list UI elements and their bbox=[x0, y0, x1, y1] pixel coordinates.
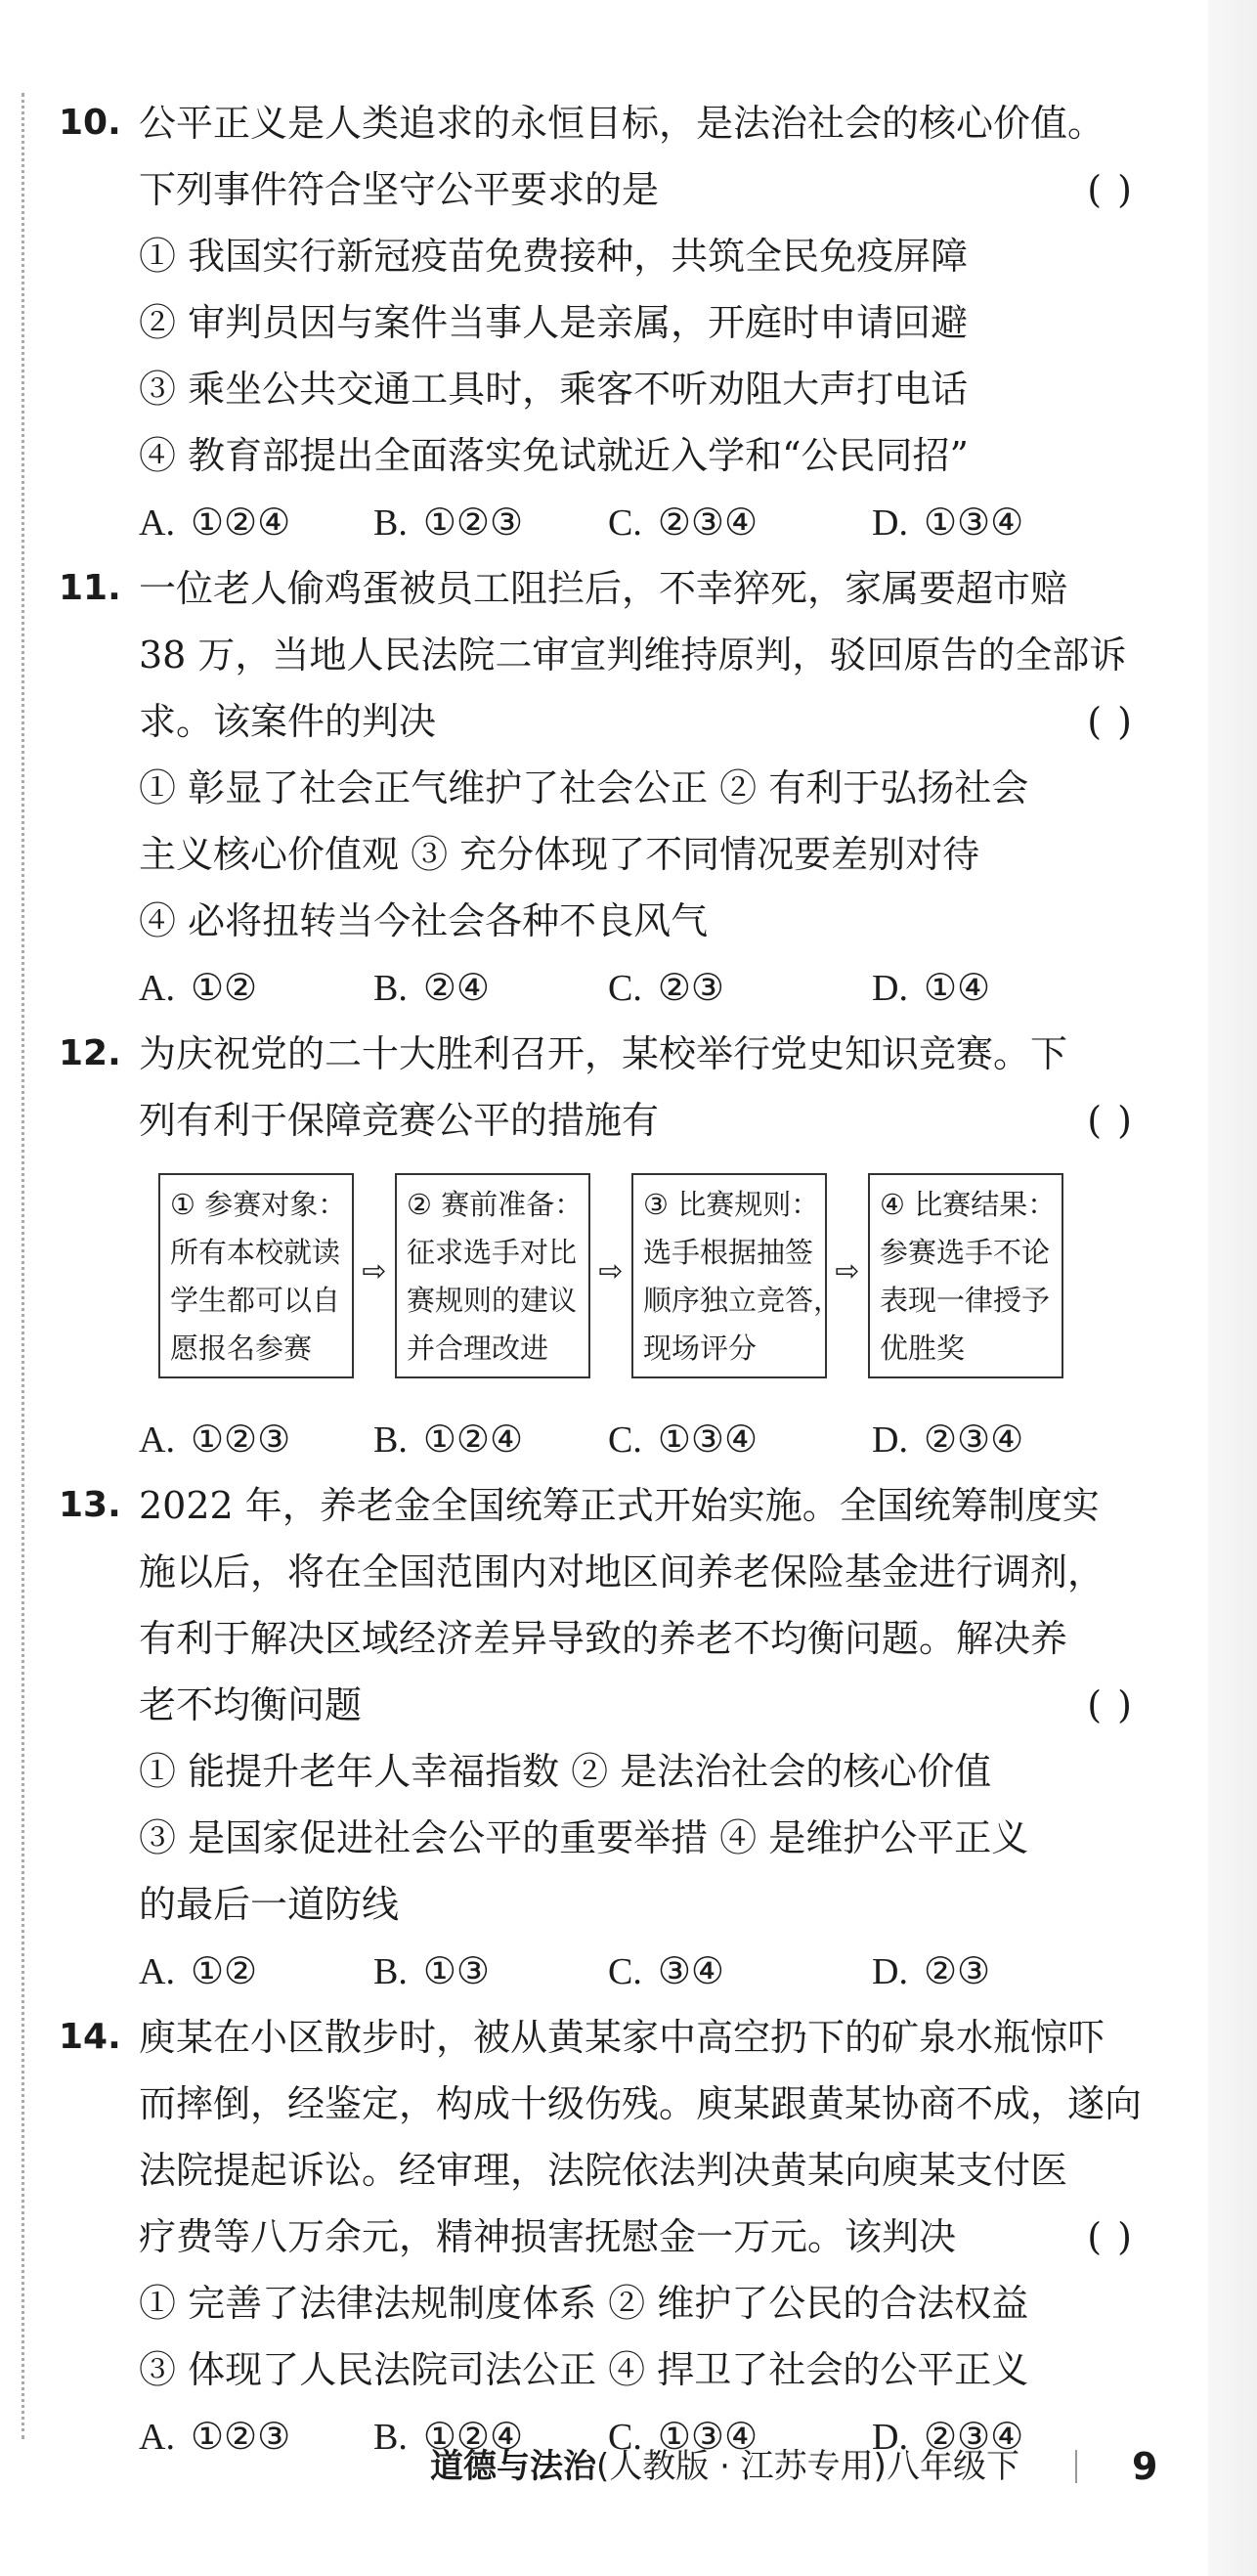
option-text: ①②③ bbox=[422, 501, 524, 544]
answer-option bbox=[373, 954, 490, 1022]
answer-option bbox=[139, 489, 290, 556]
statement-line bbox=[59, 2336, 1134, 2403]
statement-line bbox=[59, 755, 1134, 821]
option-text: ①③④ bbox=[923, 501, 1024, 544]
option-letter: B. bbox=[373, 2417, 408, 2458]
question-stem-line bbox=[59, 2137, 1134, 2204]
question-stem-line bbox=[59, 2071, 1143, 2137]
question-number: 13. bbox=[59, 1485, 121, 1525]
footer-book-title: 道德与法治 bbox=[430, 2447, 596, 2486]
statement-text: ④ 教育部提出全面落实免试就近入学和“公民同招” bbox=[139, 434, 969, 477]
question-list bbox=[59, 90, 1143, 2469]
question-stem-text: 庾某在小区散步时，被从黄某家中高空扔下的矿泉水瓶惊吓 bbox=[139, 2016, 1105, 2059]
answer-options-row bbox=[139, 489, 1134, 555]
answer-option bbox=[608, 954, 724, 1022]
statement-text: ① 完善了法律法规制度体系 ② 维护了公民的合法权益 bbox=[139, 2282, 1029, 2325]
statement-line bbox=[59, 888, 1134, 954]
option-text: ①③④ bbox=[657, 2415, 759, 2458]
statement-line bbox=[59, 422, 1134, 489]
flow-arrow-icon: ⇨ bbox=[598, 1254, 624, 1288]
flow-step-line: ① 参赛对象： bbox=[170, 1188, 347, 1221]
flow-step-line: 征求选手对比 bbox=[407, 1236, 578, 1269]
footer-edition: (人教版 · 江苏专用)八年级下 bbox=[596, 2447, 1019, 2486]
option-letter: B. bbox=[373, 1419, 408, 1461]
statement-line bbox=[59, 356, 1134, 422]
answer-option bbox=[872, 954, 990, 1022]
flow-step-line: 顺序独立竞答， bbox=[643, 1284, 843, 1317]
option-letter: D. bbox=[872, 2417, 908, 2458]
flow-step-box bbox=[395, 1173, 590, 1378]
option-letter: C. bbox=[608, 1419, 642, 1461]
option-letter: C. bbox=[608, 968, 642, 1009]
flow-arrow-icon: ⇨ bbox=[835, 1254, 860, 1288]
option-letter: C. bbox=[608, 1951, 642, 1992]
question-stem-line bbox=[59, 1021, 1134, 1087]
answer-bracket: ( ) bbox=[1087, 168, 1134, 211]
option-text: ②③④ bbox=[657, 501, 759, 544]
answer-option bbox=[373, 1406, 523, 1473]
answer-option bbox=[872, 489, 1023, 556]
question-stem-line bbox=[59, 1087, 1134, 1154]
answer-options bbox=[59, 1406, 1134, 1472]
option-text: ①④ bbox=[923, 966, 991, 1009]
question-stem-line bbox=[59, 1539, 1134, 1605]
question-number: 12. bbox=[59, 1033, 121, 1073]
statement-text: ④ 必将扭转当今社会各种不良风气 bbox=[139, 899, 709, 942]
flow-step-line: 所有本校就读 bbox=[170, 1236, 341, 1269]
answer-option bbox=[872, 1938, 990, 2005]
option-letter: D. bbox=[872, 968, 908, 1009]
answer-options-row bbox=[139, 1406, 1134, 1472]
answer-option bbox=[608, 1938, 724, 2005]
question-stem-text: 法院提起诉讼。经审理，法院依法判决黄某向庾某支付医 bbox=[139, 2149, 1068, 2192]
option-letter: A. bbox=[139, 502, 175, 544]
answer-option bbox=[608, 489, 758, 556]
option-text: ②③ bbox=[657, 966, 724, 1009]
flow-step-line: 现场评分 bbox=[643, 1332, 758, 1365]
question-stem-line bbox=[59, 2004, 1134, 2071]
option-text: ①②③ bbox=[190, 1418, 291, 1461]
option-letter: A. bbox=[139, 1951, 175, 1992]
answer-option bbox=[139, 1406, 290, 1473]
question-14 bbox=[59, 2004, 1143, 2469]
statement-text: 主义核心价值观 ③ 充分体现了不同情况要差别对待 bbox=[139, 833, 980, 876]
answer-bracket: ( ) bbox=[1087, 2215, 1134, 2258]
question-11 bbox=[59, 555, 1134, 1021]
question-stem-line bbox=[59, 156, 1134, 223]
flow-diagram bbox=[59, 1161, 1134, 1396]
answer-bracket: ( ) bbox=[1087, 1683, 1134, 1726]
answer-options-row bbox=[139, 954, 1134, 1021]
statement-line bbox=[59, 821, 1134, 888]
flow-arrow-icon: ⇨ bbox=[362, 1254, 387, 1288]
question-stem-text: 求。该案件的判决 bbox=[139, 700, 437, 743]
flow-step-line: 赛规则的建议 bbox=[407, 1284, 578, 1317]
page-edge-shadow bbox=[1208, 0, 1257, 2576]
page-footer bbox=[430, 2432, 1192, 2501]
option-letter: C. bbox=[608, 502, 642, 544]
page-number: 9 bbox=[1132, 2445, 1158, 2488]
question-number: 11. bbox=[59, 568, 121, 608]
question-stem-text: 施以后，将在全国范围内对地区间养老保险基金进行调剂， bbox=[139, 1550, 1105, 1594]
question-stem-line bbox=[59, 1472, 1134, 1539]
flow-step-line: ③ 比赛规则： bbox=[643, 1188, 820, 1221]
flow-step-line: 优胜奖 bbox=[880, 1332, 966, 1365]
statement-text: ③ 是国家促进社会公平的重要举措 ④ 是维护公平正义 bbox=[139, 1816, 1029, 1859]
question-13 bbox=[59, 1472, 1134, 2004]
answer-options-row bbox=[139, 1938, 1134, 2004]
flow-step-box bbox=[631, 1173, 843, 1378]
option-letter: D. bbox=[872, 1951, 908, 1992]
question-stem-text: 公平正义是人类追求的永恒目标，是法治社会的核心价值。 bbox=[139, 102, 1105, 145]
answer-bracket: ( ) bbox=[1087, 700, 1134, 743]
statement-text: ① 能提升老年人幸福指数 ② 是法治社会的核心价值 bbox=[139, 1750, 992, 1793]
option-text: ①② bbox=[190, 966, 258, 1009]
option-letter: A. bbox=[139, 968, 175, 1009]
flow-step-line: 并合理改进 bbox=[407, 1332, 549, 1365]
answer-option bbox=[139, 2403, 290, 2470]
question-stem-text: 老不均衡问题 bbox=[139, 1683, 363, 1726]
question-12 bbox=[59, 1021, 1134, 1472]
option-text: ①②④ bbox=[422, 1418, 524, 1461]
question-stem-line bbox=[59, 90, 1134, 156]
question-stem-text: 一位老人偷鸡蛋被员工阻拦后，不幸猝死，家属要超市赔 bbox=[139, 567, 1068, 610]
flow-step-box bbox=[158, 1173, 354, 1378]
question-10 bbox=[59, 90, 1134, 555]
option-letter: B. bbox=[373, 1951, 408, 1992]
option-letter: D. bbox=[872, 1419, 908, 1461]
option-text: ①②④ bbox=[190, 501, 291, 544]
option-letter: A. bbox=[139, 2417, 175, 2458]
statement-text: ③ 乘坐公共交通工具时，乘客不听劝阻大声打电话 bbox=[139, 368, 969, 411]
statement-line bbox=[59, 1871, 1134, 1938]
option-text: ①③ bbox=[422, 1949, 490, 1992]
question-stem-text: 疗费等八万余元，精神损害抚慰金一万元。该判决 bbox=[139, 2215, 957, 2258]
answer-option bbox=[373, 489, 523, 556]
option-text: ②③④ bbox=[923, 1418, 1024, 1461]
option-letter: A. bbox=[139, 1419, 175, 1461]
question-number: 14. bbox=[59, 2017, 121, 2057]
option-text: ②③ bbox=[923, 1949, 991, 1992]
statement-text: ① 彰显了社会正气维护了社会公正 ② 有利于弘扬社会 bbox=[139, 766, 1029, 809]
option-letter: B. bbox=[373, 502, 408, 544]
statement-line bbox=[59, 289, 1134, 356]
question-stem-line bbox=[59, 1672, 1134, 1738]
answer-option bbox=[608, 1406, 758, 1473]
flow-step-line: 选手根据抽签 bbox=[643, 1236, 814, 1269]
question-stem-line bbox=[59, 2204, 1134, 2270]
option-text: ①③④ bbox=[657, 1418, 759, 1461]
question-stem-text: 列有利于保障竞赛公平的措施有 bbox=[139, 1099, 660, 1142]
option-letter: C. bbox=[608, 2417, 642, 2458]
question-stem-text: 38 万，当地人民法院二审宣判维持原判，驳回原告的全部诉 bbox=[139, 633, 1127, 677]
footer-divider bbox=[1075, 2450, 1077, 2483]
option-letter: D. bbox=[872, 502, 908, 544]
question-stem-text: 为庆祝党的二十大胜利召开，某校举行党史知识竞赛。下 bbox=[139, 1032, 1068, 1075]
flow-step-line: 参赛选手不论 bbox=[880, 1236, 1051, 1269]
answer-option bbox=[139, 1938, 257, 2005]
statement-line bbox=[59, 1805, 1134, 1871]
flow-step-line: 表现一律授予 bbox=[880, 1284, 1051, 1317]
question-stem-text: 下列事件符合坚守公平要求的是 bbox=[139, 168, 660, 211]
question-stem-line bbox=[59, 622, 1134, 688]
answer-option bbox=[373, 1938, 490, 2005]
question-stem-text: 有利于解决区域经济差异导致的养老不均衡问题。解决养 bbox=[139, 1617, 1068, 1660]
option-letter: B. bbox=[373, 968, 408, 1009]
question-stem-line bbox=[59, 1605, 1134, 1672]
question-stem-line bbox=[59, 555, 1134, 622]
statement-line bbox=[59, 1738, 1134, 1805]
question-stem-text: 2022 年，养老金全国统筹正式开始实施。全国统筹制度实 bbox=[139, 1484, 1100, 1527]
option-text: ③④ bbox=[657, 1949, 724, 1992]
answer-options bbox=[59, 1938, 1134, 2004]
answer-option bbox=[872, 1406, 1023, 1473]
flow-step-line: 愿报名参赛 bbox=[170, 1332, 313, 1365]
question-stem-line bbox=[59, 688, 1134, 755]
option-text: ②③④ bbox=[923, 2415, 1024, 2458]
flow-step-line: ② 赛前准备： bbox=[407, 1188, 584, 1221]
flow-step-line: ④ 比赛结果： bbox=[880, 1188, 1057, 1221]
statement-text: ② 审判员因与案件当事人是亲属，开庭时申请回避 bbox=[139, 301, 969, 344]
option-text: ①② bbox=[190, 1949, 258, 1992]
option-text: ①②④ bbox=[422, 2415, 524, 2458]
option-text: ①②③ bbox=[190, 2415, 291, 2458]
statement-text: ① 我国实行新冠疫苗免费接种，共筑全民免疫屏障 bbox=[139, 235, 969, 278]
option-text: ②④ bbox=[422, 966, 490, 1009]
flow-step-line: 学生都可以自 bbox=[170, 1284, 341, 1317]
answer-bracket: ( ) bbox=[1087, 1099, 1134, 1142]
question-number: 10. bbox=[59, 103, 121, 143]
binding-margin-rule bbox=[22, 93, 24, 2439]
answer-options bbox=[59, 489, 1134, 555]
statement-text: 的最后一道防线 bbox=[139, 1883, 400, 1926]
answer-option bbox=[139, 954, 257, 1022]
question-stem-text: 而摔倒，经鉴定，构成十级伤残。庾某跟黄某协商不成，遂向 bbox=[139, 2082, 1143, 2125]
answer-options bbox=[59, 954, 1134, 1021]
flow-step-box bbox=[868, 1173, 1063, 1378]
statement-text: ③ 体现了人民法院司法公正 ④ 捍卫了社会的公平正义 bbox=[139, 2348, 1029, 2391]
statement-line bbox=[59, 223, 1134, 289]
statement-line bbox=[59, 2270, 1134, 2336]
